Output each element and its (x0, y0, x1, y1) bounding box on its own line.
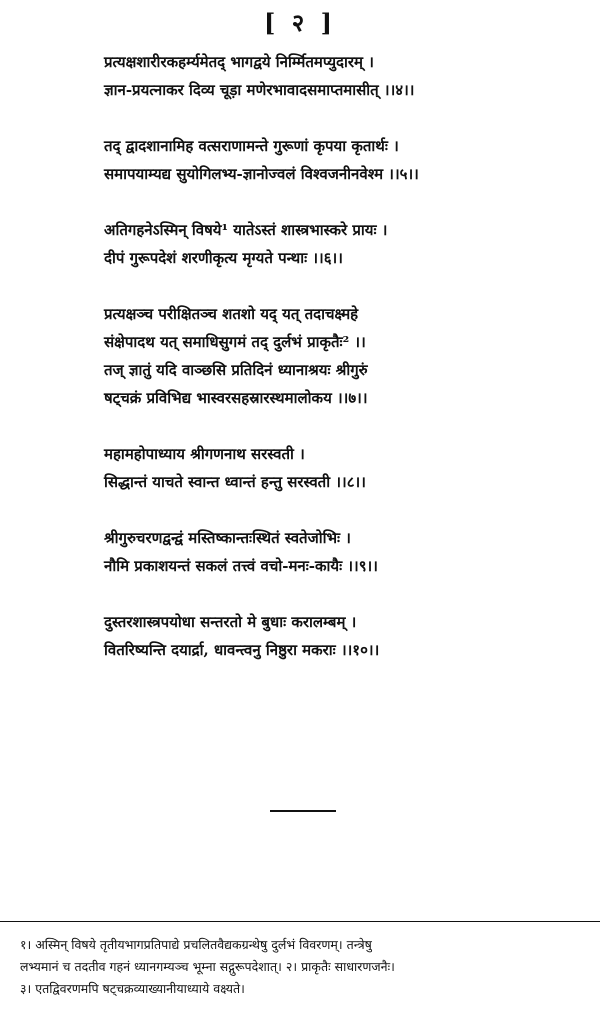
verse-line: दुस्तरशास्त्रपयोधा सन्तरतो मे बुधाः करालम्बम् । (104, 613, 357, 631)
footnote-line: ३। एतद्विवरणमपि षट्चक्रव्याख्यानीयाध्याये वक्ष्यते। (20, 981, 245, 996)
footnote-divider (0, 921, 600, 922)
verse-6 (104, 216, 574, 272)
verse-line: समापयाम्यद्य सुयोगिलभ्य-ज्ञानोज्वलं विश्वजनीनवेश्म ।।५।। (104, 165, 419, 183)
verse-8 (104, 440, 574, 496)
verse-5 (104, 132, 574, 188)
verse-4 (104, 48, 574, 104)
verse-line: प्रत्यक्षञ्च परीक्षितञ्च शतशो यद् यत् तदाचक्ष्महे (104, 305, 359, 323)
verse-line: तद् द्वादशानामिह वत्सराणामन्ते गुरूणां कृपया कृतार्थः । (104, 137, 399, 155)
verse-line: तज् ज्ञातुं यदि वाञ्छसि प्रतिदिनं ध्यानाश्रयः श्रीगुरुं (104, 361, 368, 379)
verse-9 (104, 524, 574, 580)
footnote-line: लभ्यमानं च तदतीव गहनं ध्यानगम्यञ्च भूम्ना सद्गुरूपदेशात्। २। प्राकृतैः साधारणजनैः। (20, 959, 395, 974)
verse-line: श्रीगुरुचरणद्वन्द्वं मस्तिष्कान्तःस्थितं स्वतेजोभिः । (104, 529, 351, 547)
section-end-divider (270, 810, 336, 812)
verse-block (104, 48, 574, 692)
verse-line: प्रत्यक्षशारीरकहर्म्यमेतद् भागद्वये निर्म्मितमप्युदारम् । (104, 53, 374, 71)
verse-7 (104, 300, 574, 412)
verse-line: ज्ञान-प्रयत्नाकर दिव्य चूड़ा मणेरभावादसमाप्तमासीत् ।।४।। (104, 81, 415, 99)
verse-line: संक्षेपादथ यत् समाधिसुगमं तद् दुर्लभं प्राकृतैः² ।। (104, 333, 366, 351)
verse-line: षट्चक्रं प्रविभिद्य भास्वरसहस्रारस्थमालोकय ।।७।। (104, 389, 368, 407)
verse-line: दीपं गुरूपदेशं शरणीकृत्य मृग्यते पन्थाः ।।६।। (104, 249, 343, 267)
verse-line: वितरिष्यन्ति दयार्द्रा, धावन्त्वनु निष्ठुरा मकराः ।।१०।। (104, 641, 380, 659)
verse-line: महामहोपाध्याय श्रीगणनाथ सरस्वती । (104, 445, 305, 463)
page-number: [ २ ] (264, 8, 336, 37)
verse-10 (104, 608, 574, 664)
footnotes (20, 934, 595, 1000)
footnote-line: १। अस्मिन् विषये तृतीयभागप्रतिपाद्ये प्रचलितवैद्यकग्रन्थेषु दुर्लभं विवरणम्। तन्त्रेषु (20, 937, 372, 952)
verse-line: सिद्धान्तं याचते स्वान्त ध्वान्तं हन्तु सरस्वती ।।८।। (104, 473, 366, 491)
verse-line: नौमि प्रकाशयन्तं सकलं तत्त्वं वचो-मनः-कायैः ।।९।। (104, 557, 378, 575)
verse-line: अतिगहनेऽस्मिन् विषये¹ यातेऽस्तं शास्त्रभास्करे प्रायः । (104, 221, 388, 239)
